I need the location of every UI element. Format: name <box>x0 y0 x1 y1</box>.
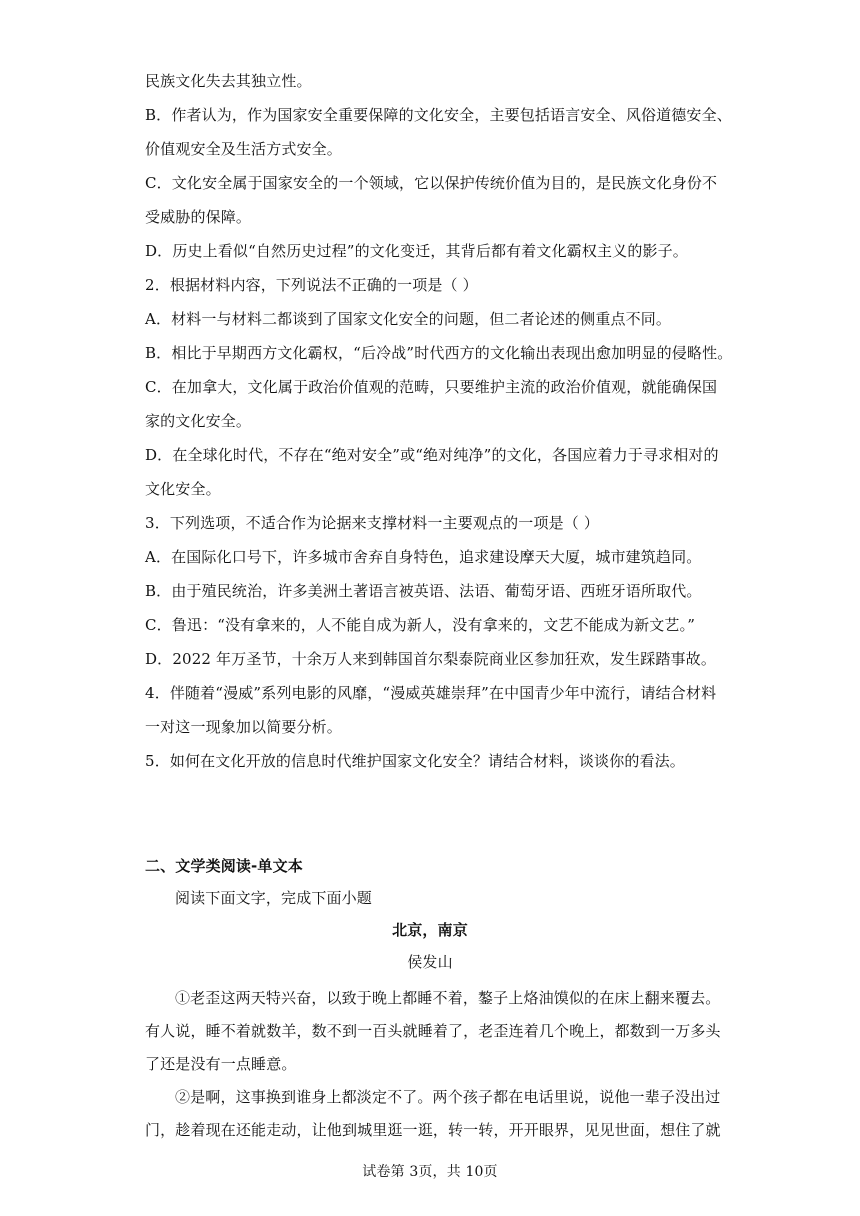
option-c-line: C．文化安全属于国家安全的一个领域，它以保护传统价值为目的，是民族文化身份不 <box>145 174 718 192</box>
option-d-line: D．2022 年万圣节，十余万人来到韩国首尔梨泰院商业区参加狂欢，发生踩踏事故。 <box>145 650 716 668</box>
article-title: 北京，南京 <box>392 921 468 939</box>
text-line: 民族文化失去其独立性。 <box>145 72 312 90</box>
article-paragraph-line: 门，趁着现在还能走动，让他到城里逛一逛，转一转，开开眼界，见见世面，想住了就 <box>145 1121 721 1139</box>
text-line: 价值观安全及生活方式安全。 <box>145 140 342 158</box>
article-paragraph-line: 了还是没有一点睡意。 <box>145 1055 297 1073</box>
article-paragraph-line: 有人说，睡不着就数羊，数不到一百头就睡着了，老歪连着几个晚上，都数到一万多头 <box>145 1022 721 1040</box>
section-instruction: 阅读下面文字，完成下面小题 <box>175 889 372 907</box>
option-d-line: D．在全球化时代，不存在“绝对安全”或“绝对纯净”的文化，各国应着力于寻求相对的 <box>145 446 719 464</box>
article-paragraph-line: ②是啊，这事换到谁身上都淡定不了。两个孩子都在电话里说，说他一辈子没出过 <box>175 1088 721 1106</box>
option-a-line: A．在国际化口号下，许多城市舍弃自身特色，追求建设摩天大厦，城市建筑趋同。 <box>145 548 702 566</box>
option-b-line: B．由于殖民统治，许多美洲土著语言被英语、法语、葡萄牙语、西班牙语所取代。 <box>145 582 702 600</box>
option-c-line: C．鲁迅：“没有拿来的，人不能自成为新人，没有拿来的，文艺不能成为新文艺。” <box>145 616 696 634</box>
text-line: 受威胁的保障。 <box>145 208 252 226</box>
article-author: 侯发山 <box>407 953 453 971</box>
section-heading: 二、文学类阅读-单文本 <box>145 857 303 875</box>
text-line: 一对这一现象加以简要分析。 <box>145 718 342 736</box>
option-a-line: A．材料一与材料二都谈到了国家文化安全的问题，但二者论述的侧重点不同。 <box>145 310 672 328</box>
option-b-line: B．相比于早期西方文化霸权，“后冷战”时代西方的文化输出表现出愈加明显的侵略性。 <box>145 344 733 362</box>
page-footer: 试卷第 3页，共 10页 <box>362 1164 498 1180</box>
option-b-line: B．作者认为，作为国家安全重要保障的文化安全，主要包括语言安全、风俗道德安全、 <box>145 106 732 124</box>
text-line: 家的文化安全。 <box>145 412 252 430</box>
text-line: 文化安全。 <box>145 480 221 498</box>
option-d-line: D．历史上看似“自然历史过程”的文化变迁，其背后都有着文化霸权主义的影子。 <box>145 242 688 260</box>
question-3: 3．下列选项，不适合作为论据来支撑材料一主要观点的一项是（ ） <box>145 514 599 532</box>
question-4: 4．伴随着“漫威”系列电影的风靡，“漫威英雄崇拜”在中国青少年中流行，请结合材料 <box>145 684 717 702</box>
option-c-line: C．在加拿大，文化属于政治价值观的范畴，只要维护主流的政治价值观，就能确保国 <box>145 378 718 396</box>
question-5: 5．如何在文化开放的信息时代维护国家文化安全？请结合材料，谈谈你的看法。 <box>145 752 685 770</box>
article-paragraph-line: ①老歪这两天特兴奋，以致于晚上都睡不着，鏊子上烙油馍似的在床上翻来覆去。 <box>175 989 721 1007</box>
question-2: 2．根据材料内容，下列说法不正确的一项是（ ） <box>145 276 478 294</box>
